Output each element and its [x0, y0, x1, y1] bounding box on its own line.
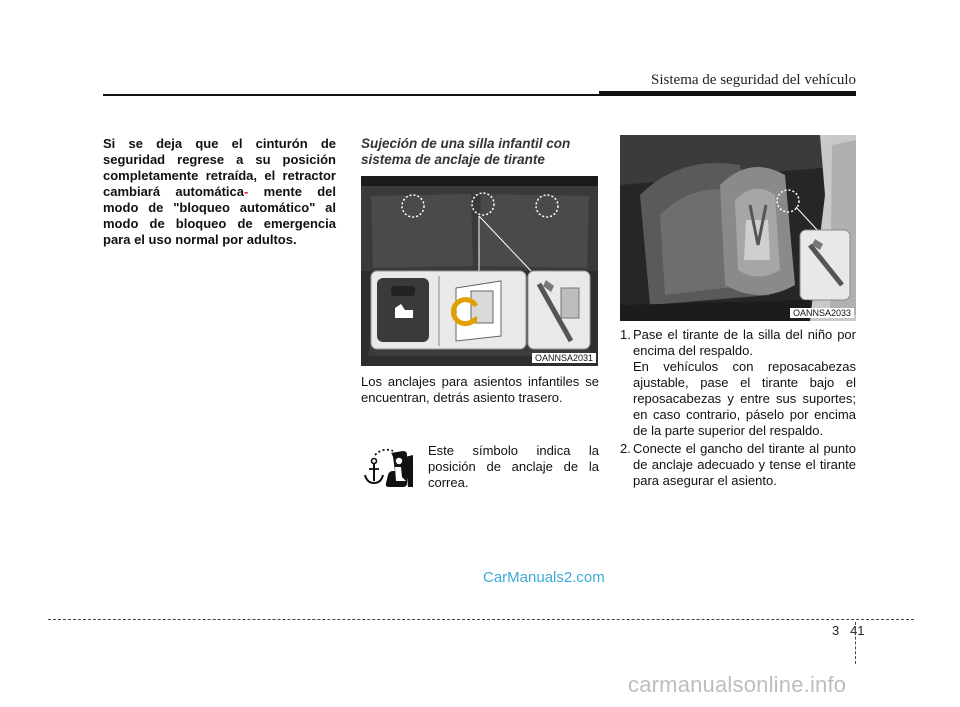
step-item	[620, 327, 856, 439]
trunk-anchor-illustration	[361, 176, 598, 366]
figure-label: OANNSA2033	[790, 308, 854, 318]
step-extra-text: En vehículos con reposacabezas ajustable, pase el tirante bajo el reposacabezas y entre sus suportes; en caso contrario, páselo por encima de la parte superior del respaldo.	[633, 359, 856, 438]
note-text-part2: mente del modo de "bloqueo automático" al modo de bloqueo de emergencia para el uso normal por adultos.	[103, 184, 336, 247]
seatbelt-retractor-note	[103, 136, 336, 248]
step-number: 2.	[620, 441, 631, 456]
figure-label: OANNSA2031	[532, 353, 596, 363]
page-number	[832, 623, 865, 638]
trunk-anchor-figure	[361, 176, 598, 366]
section-heading: Sujeción de una silla infantil con sistema de anclaje de tirante	[361, 136, 571, 167]
page-number-divider	[855, 622, 856, 664]
child-seat-anchor-icon	[361, 445, 416, 490]
child-seat-figure	[620, 135, 856, 321]
step-text: Pase el tirante de la silla del niño por encima del respaldo.	[633, 327, 856, 358]
child-seat-illustration	[620, 135, 856, 321]
footer-divider	[48, 619, 914, 620]
step-text: Conecte el gancho del tirante al punto de anclaje adecuado y tense el tirante para asegurar el asiento.	[633, 441, 856, 488]
page-header-title: Sistema de seguridad del vehículo	[651, 72, 856, 88]
header-rule-thick	[599, 91, 856, 96]
instruction-steps	[620, 327, 856, 491]
step-item	[620, 441, 856, 489]
note-text-part1: Si se deja que el cinturón de seguridad regrese a su posición completamente retraída, el retractor cambiará automática	[103, 136, 336, 199]
anchor-location-text: Los anclajes para asientos infantiles se encuentran, detrás asiento trasero.	[361, 374, 599, 405]
note-hyphen: -	[244, 184, 249, 199]
page-index: 41	[850, 623, 865, 638]
symbol-explanation: Este símbolo indica la posición de anclaje de la correa.	[428, 443, 599, 490]
header-rule	[103, 94, 599, 96]
bottom-watermark: carmanualsonline.info	[628, 672, 847, 697]
watermark-link[interactable]: CarManuals2.com	[483, 569, 605, 586]
step-number: 1.	[620, 327, 631, 342]
chapter-number: 3	[832, 623, 840, 638]
